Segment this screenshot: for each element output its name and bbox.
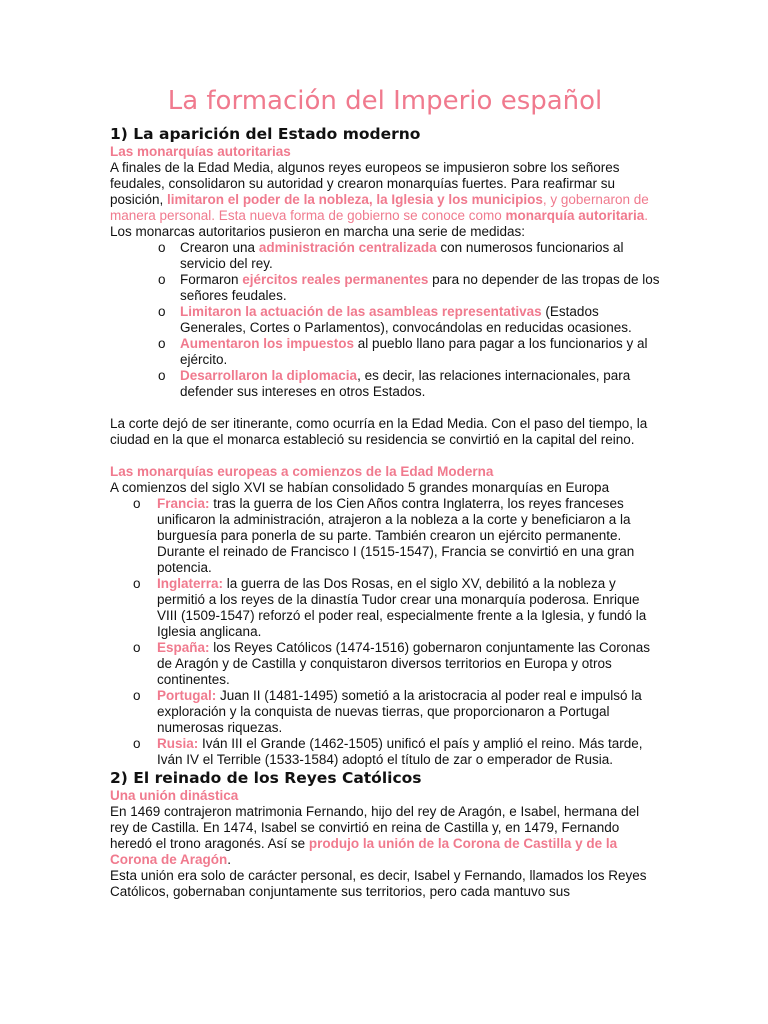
countries-list: [110, 496, 660, 768]
list-item-francia: o Francia: tras la guerra de los Cien Años contra Inglaterra, los reyes franceses unificaron la administración, atrajeron a la nobleza a la corte y beneficiaron a la burguesía para ponerla de su parte. También crearon un ejército permanente. Durante el reinado de Francisco I (1515-1547), Francia se convirtió en una gran potencia.: [133, 496, 635, 575]
document-title: La formación del Imperio español: [167, 86, 603, 116]
paragraph-corte: La corte dejó de ser itinerante, como ocurría en la Edad Media. Con el paso del tiempo, la ciudad en la que el monarca estableció su residencia se convirtió en la capital del reino.: [110, 416, 648, 447]
list-item: o Aumentaron los impuestos al pueblo llano para pagar a los funcionarios y al ejército.: [158, 336, 648, 367]
list-item-rusia: o Rusia: Iván III el Grande (1462-1505) unificó el país y amplió el reino. Más tarde, Iván IV el Terrible (1533-1584) adoptó el título de zar o emperador de Rusia.: [133, 736, 643, 767]
list-item-espana: o España: los Reyes Católicos (1474-1516) gobernaron conjuntamente las Coronas de Aragón y de Castilla y conquistaron diversos territorios en Europa y otros continentes.: [133, 640, 651, 687]
paragraph-medidas: Los monarcas autoritarios pusieron en marcha una serie de medidas:: [110, 224, 525, 239]
subheading-union-dinastica: Una unión dinástica: [110, 788, 239, 803]
spacer: [110, 448, 660, 464]
paragraph-union-personal: Esta unión era solo de carácter personal, es decir, Isabel y Fernando, llamados los Reyes Católicos, gobernaban conjuntamente sus territorios, pero cada mantuvo sus: [110, 868, 647, 899]
list-item: o Desarrollaron la diplomacia, es decir, las relaciones internacionales, para defender sus intereses en otros Estados.: [158, 368, 631, 399]
list-item: o Formaron ejércitos reales permanentes para no depender de las tropas de los señores feudales.: [158, 272, 660, 303]
section-2-heading: 2) El reinado de los Reyes Católicos: [110, 769, 422, 787]
section-1-heading: 1) La aparición del Estado moderno: [110, 125, 421, 143]
list-item: o Crearon una administración centralizada con numerosos funcionarios al servicio del rey.: [158, 240, 624, 271]
paragraph-matrimonio: En 1469 contrajeron matrimonia Fernando, hijo del rey de Aragón, e Isabel, hermana del rey de Castilla. En 1474, Isabel se convirtió en reina de Castilla y, en 1479, Fernando heredó el trono aragonés. Así se produjo la unión de la Corona de Castilla y de la Corona de Aragón.: [110, 804, 640, 867]
list-item-portugal: o Portugal: Juan II (1481-1495) sometió a la aristocracia al poder real e impulsó la exploración y la conquista de nuevas tierras, que proporcionaron a Portugal numerosas riquezas.: [133, 688, 642, 735]
paragraph-intro: A finales de la Edad Media, algunos reyes europeos se impusieron sobre los señores feudales, consolidaron su autoridad y crearon monarquías fuertes. Para reafirmar su posición, limitaron el poder de la nobleza, la Iglesia y los municipios, y gobernaron de manera personal. Esta nueva forma de gobierno se conoce como monarquía autoritaria.: [110, 160, 649, 223]
subheading-monarquias-autoritarias: Las monarquías autoritarias: [110, 144, 291, 159]
subheading-monarquias-europeas: Las monarquías europeas a comienzos de la Edad Moderna: [110, 464, 494, 479]
paragraph-cinco-monarquias: A comienzos del siglo XVI se habían consolidado 5 grandes monarquías en Europa: [110, 480, 610, 495]
list-item: o Limitaron la actuación de las asambleas representativas (Estados Generales, Cortes o Parlamentos), convocándolas en reducidas ocasiones.: [158, 304, 632, 335]
measures-list: [110, 240, 660, 400]
list-item-inglaterra: o Inglaterra: la guerra de las Dos Rosas, en el siglo XV, debilitó a la nobleza y permitió a los reyes de la dinastía Tudor crear una monarquía poderosa. Enrique VIII (1509-1547) reforzó el poder real, especialmente frente a la Iglesia, y fundó la Iglesia anglicana.: [133, 576, 647, 639]
spacer: [110, 400, 660, 416]
